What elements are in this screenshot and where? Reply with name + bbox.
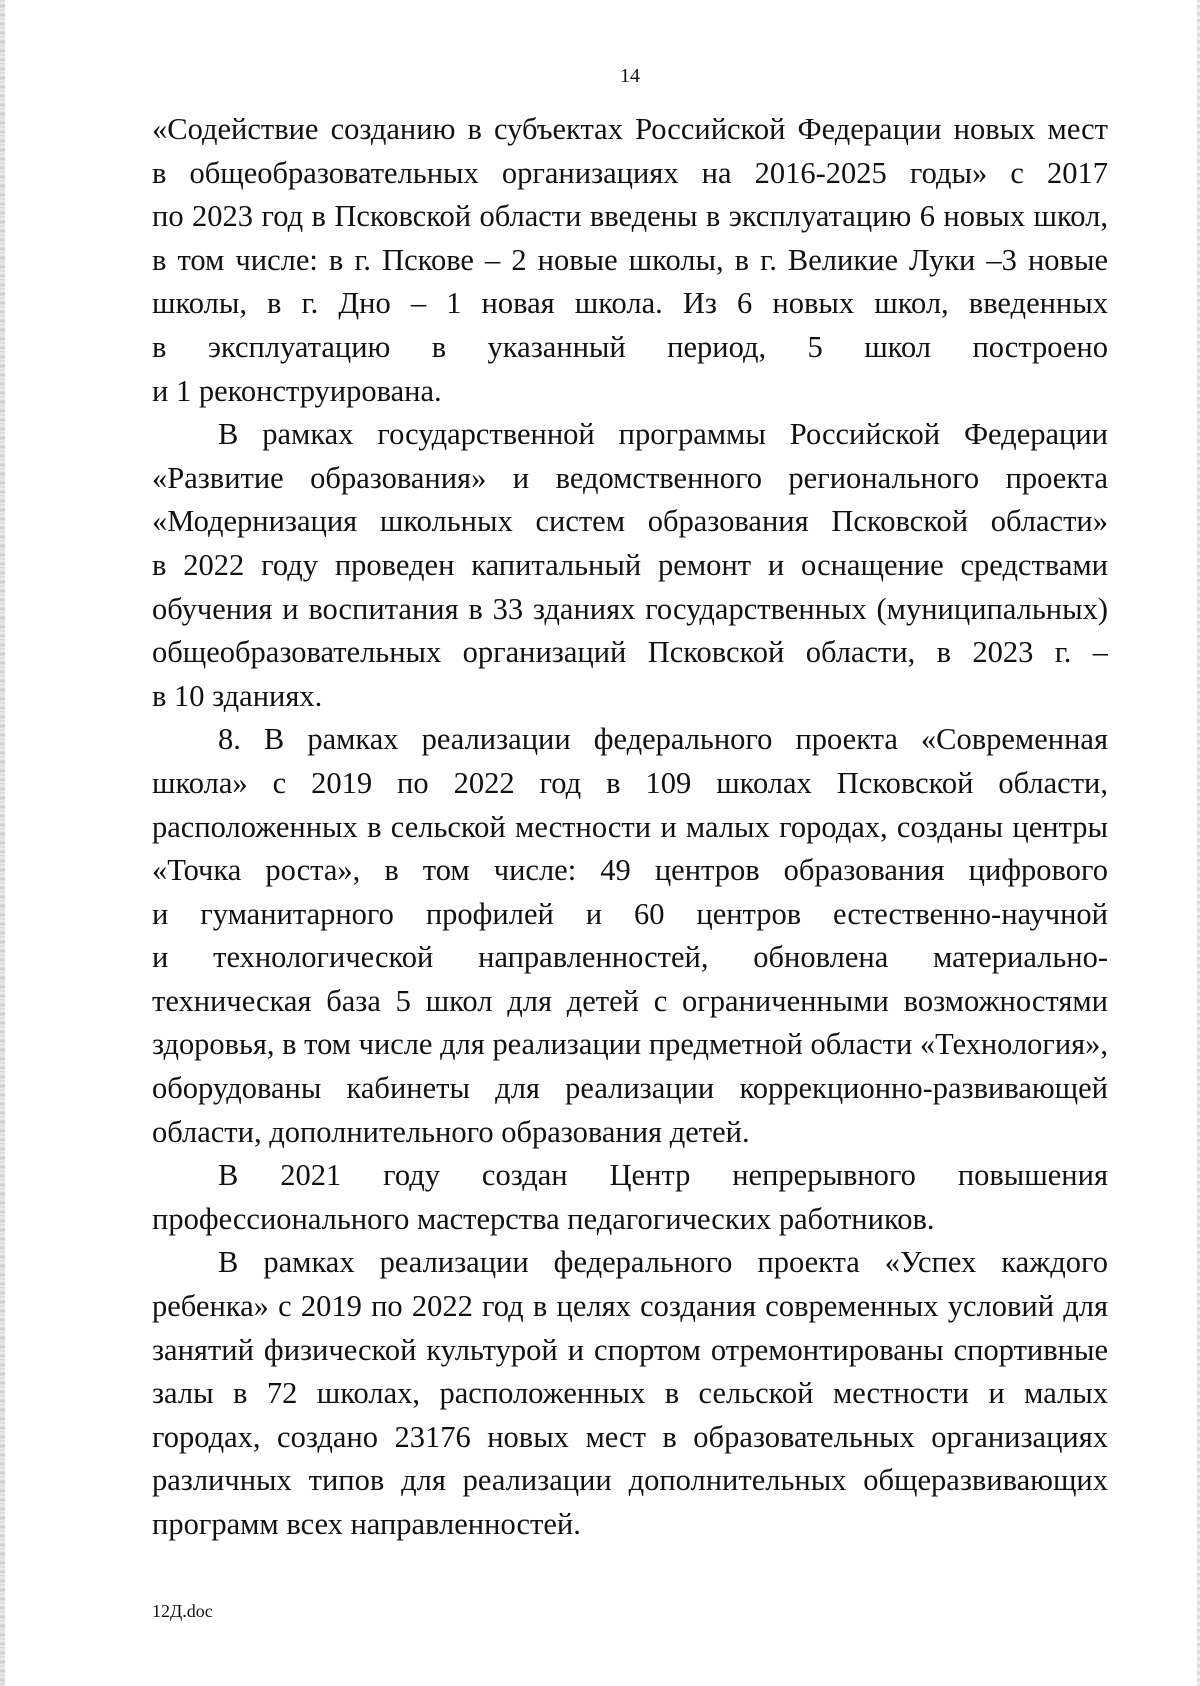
- text-line: в общеобразовательных организациях на 2016-2025 годы» с 2017: [152, 155, 1108, 190]
- text-line: в 2022 году проведен капитальный ремонт и оснащение средствами: [152, 547, 1108, 582]
- text-line: городах, создано 23176 новых мест в образовательных организациях: [152, 1419, 1108, 1454]
- text-line: в том числе: в г. Пскове – 2 новые школы, в г. Великие Луки –3 новые: [152, 242, 1108, 277]
- text-line: в эксплуатацию в указанный период, 5 школ построено: [152, 329, 1108, 364]
- scan-edge-left: [0, 0, 5, 1686]
- text-line: техническая база 5 школ для детей с ограниченными возможностями: [152, 983, 1108, 1018]
- text-line: В 2021 году создан Центр непрерывного повышения: [218, 1158, 1108, 1193]
- text-line: В рамках государственной программы Российской Федерации: [218, 417, 1108, 452]
- text-line: программ всех направленностей.: [152, 1507, 581, 1541]
- text-line: в 10 зданиях.: [152, 678, 323, 713]
- text-line: и технологической направленностей, обновлена материально-: [152, 940, 1108, 975]
- text-line: залы в 72 школах, расположенных в сельской местности и малых: [152, 1376, 1108, 1411]
- text-line: занятий физической культурой и спортом отремонтированы спортивные: [152, 1332, 1108, 1367]
- text-line: профессионального мастерства педагогических работников.: [152, 1201, 935, 1236]
- text-line: школа» с 2019 по 2022 год в 109 школах Псковской области,: [152, 765, 1108, 800]
- text-line: оборудованы кабинеты для реализации коррекционно-развивающей: [152, 1071, 1108, 1106]
- text-line: «Содействие созданию в субъектах Российской Федерации новых мест: [152, 112, 1108, 146]
- text-line: «Модернизация школьных систем образования Псковской области»: [152, 504, 1108, 539]
- text-line: ребенка» с 2019 по 2022 год в целях создания современных условий для: [152, 1289, 1108, 1324]
- text-line: и гуманитарного профилей и 60 центров естественно-научной: [152, 896, 1108, 931]
- text-line: 8. В рамках реализации федерального проекта «Современная: [218, 722, 1108, 757]
- text-line: расположенных в сельской местности и малых городах, созданы центры: [152, 809, 1108, 844]
- text-line: В рамках реализации федерального проекта «Успех каждого: [218, 1245, 1108, 1280]
- text-line: по 2023 год в Псковской области введены в эксплуатацию 6 новых школ,: [152, 199, 1108, 234]
- text-line: различных типов для реализации дополнительных общеразвивающих: [152, 1463, 1108, 1498]
- footer-filename: 12Д.doc: [152, 1601, 213, 1621]
- text-line: обучения и воспитания в 33 зданиях государственных (муниципальных): [152, 591, 1108, 626]
- text-line: «Точка роста», в том числе: 49 центров образования цифрового: [152, 853, 1108, 888]
- text-line: школы, в г. Дно – 1 новая школа. Из 6 новых школ, введенных: [152, 286, 1108, 321]
- text-line: и 1 реконструирована.: [152, 373, 442, 408]
- page-number: 14: [620, 65, 640, 87]
- text-line: общеобразовательных организаций Псковской области, в 2023 г. –: [152, 635, 1108, 670]
- text-line: области, дополнительного образования детей.: [152, 1114, 750, 1149]
- text-line: «Развитие образования» и ведомственного регионального проекта: [152, 460, 1108, 495]
- text-line: здоровья, в том числе для реализации предметной области «Технология»,: [152, 1027, 1108, 1062]
- document-body: [152, 108, 1108, 1547]
